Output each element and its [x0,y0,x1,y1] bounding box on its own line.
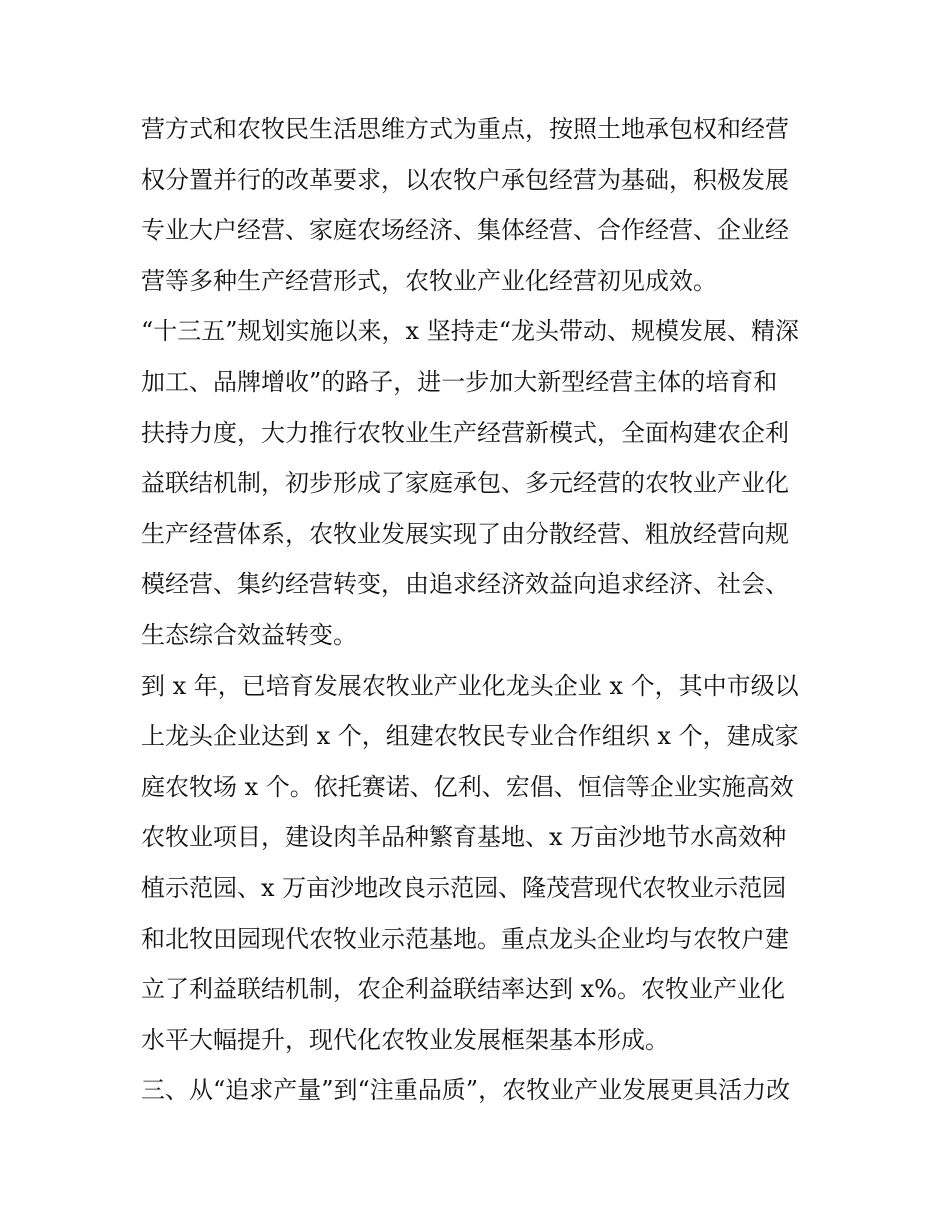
text-line: 生态综合效益转变。 [141,620,357,649]
text-line: 营方式和农牧民生活思维方式为重点，按照土地承包权和经营 [141,115,789,143]
text-line: 水平大幅提升，现代化农牧业发展框架基本形成。 [141,1025,669,1054]
text-line: 和北牧田园现代农牧业示范基地。重点龙头企业均与农牧户建 [141,924,789,953]
text-line: 扶持力度，大力推行农牧业生产经营新模式，全面构建农企利 [141,418,789,447]
section-heading: 三、从“追求产量”到“注重品质”，农牧业产业发展更具活力改 [141,1076,791,1105]
text-line: 营等多种生产经营形式，农牧业产业化经营初见成效。 [141,266,717,295]
text-line: 植示范园、x 万亩沙地改良示范园、隆茂营现代农牧业示范园 [141,873,787,902]
document-body [141,104,813,1116]
text-line: “十三五”规划实施以来，x 坚持走“龙头带动、规模发展、精深 [141,317,799,346]
text-line: 上龙头企业达到 x 个，组建农牧民专业合作组织 x 个，建成家 [141,722,799,751]
text-line: 立了利益联结机制，农企利益联结率达到 x%。农牧业产业化 [141,975,785,1004]
text-line: 加工、品牌增收”的路子，进一步加大新型经营主体的培育和 [141,367,778,396]
text-line: 生产经营体系，农牧业发展实现了由分散经营、粗放经营向规 [141,519,789,548]
text-line: 权分置并行的改革要求，以农牧户承包经营为基础，积极发展 [141,165,789,194]
text-line: 庭农牧场 x 个。依托赛诺、亿利、宏倡、恒信等企业实施高效 [141,772,794,801]
text-line: 农牧业项目，建设肉羊品种繁育基地、x 万亩沙地节水高效种 [141,823,787,852]
text-line: 到 x 年，已培育发展农牧业产业化龙头企业 x 个，其中市级以 [141,671,799,700]
text-line: 益联结机制，初步形成了家庭承包、多元经营的农牧业产业化 [141,469,789,498]
text-line: 专业大户经营、家庭农场经济、集体经营、合作经营、企业经 [141,216,789,245]
text-line: 模经营、集约经营转变，由追求经济效益向追求经济、社会、 [141,570,789,599]
